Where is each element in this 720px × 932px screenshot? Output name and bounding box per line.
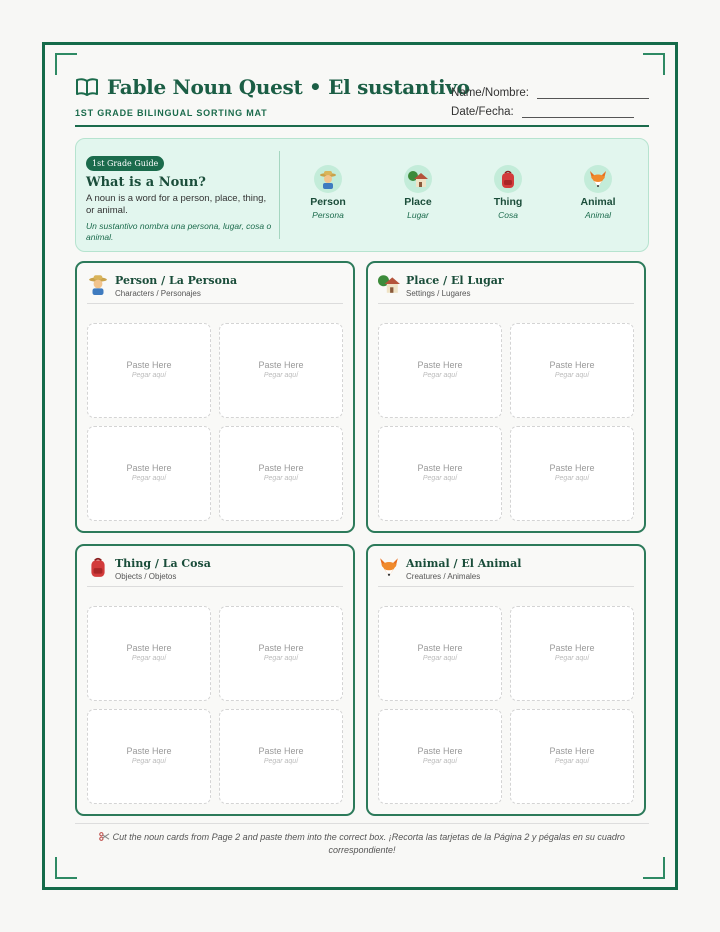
paste-slot[interactable]	[87, 709, 211, 804]
slot-label-es: Pegar aquí	[422, 758, 458, 765]
category-label-es: Lugar	[407, 210, 429, 220]
book-icon	[75, 77, 99, 97]
paste-slot[interactable]	[510, 323, 634, 418]
box-subtitle: Characters / Personajes	[115, 289, 201, 298]
slot-label-en: Paste Here	[258, 360, 304, 370]
slot-label-es: Pegar aquí	[131, 758, 167, 765]
category-animal	[558, 165, 638, 220]
backpack-icon	[494, 165, 522, 193]
slot-label-en: Paste Here	[549, 746, 595, 756]
box-subtitle: Objects / Objetos	[115, 572, 177, 581]
paste-slot[interactable]	[510, 606, 634, 701]
date-field[interactable]	[451, 99, 649, 118]
slot-label-es: Pegar aquí	[263, 372, 299, 379]
guide-divider	[279, 151, 280, 239]
box-subtitle: Settings / Lugares	[406, 289, 471, 298]
footer-instructions	[75, 831, 649, 857]
date-line[interactable]	[522, 106, 634, 118]
paste-slot[interactable]	[510, 426, 634, 521]
slot-label-es: Pegar aquí	[263, 655, 299, 662]
box-header	[378, 554, 634, 587]
slot-label-es: Pegar aquí	[554, 475, 590, 482]
box-title: Person / La Persona	[115, 274, 238, 287]
slot-label-en: Paste Here	[258, 643, 304, 653]
sorting-box-animal	[366, 544, 646, 816]
category-label-en: Animal	[580, 196, 616, 208]
slot-label-en: Paste Here	[417, 360, 463, 370]
slot-label-es: Pegar aquí	[554, 758, 590, 765]
page-frame	[42, 42, 678, 890]
category-place	[378, 165, 458, 220]
name-label: Name/Nombre:	[451, 87, 529, 99]
guide-badge: 1st Grade Guide	[86, 156, 164, 171]
sorting-box-place	[366, 261, 646, 533]
slot-label-en: Paste Here	[126, 360, 172, 370]
box-title: Thing / La Cosa	[115, 557, 211, 570]
slot-label-en: Paste Here	[417, 463, 463, 473]
page-title: Fable Noun Quest • El sustantivo	[107, 75, 470, 99]
corner-decoration	[55, 857, 77, 879]
box-title: Animal / El Animal	[406, 557, 522, 570]
guide-intro	[86, 153, 272, 243]
slot-label-es: Pegar aquí	[131, 475, 167, 482]
paste-slot[interactable]	[219, 606, 343, 701]
header-divider	[75, 125, 649, 127]
category-label-es: Animal	[585, 210, 611, 220]
category-label-es: Cosa	[498, 210, 518, 220]
paste-slot[interactable]	[219, 323, 343, 418]
farmer-icon	[314, 165, 342, 193]
paste-slot[interactable]	[219, 426, 343, 521]
slot-label-en: Paste Here	[126, 643, 172, 653]
paste-slot[interactable]	[378, 709, 502, 804]
slot-label-es: Pegar aquí	[131, 655, 167, 662]
corner-decoration	[643, 857, 665, 879]
footer-text: Cut the noun cards from Page 2 and paste them into the correct box. ¡Recorta las tarjetas de la Página 2 y pégalas en su cuadro correspondiente!	[112, 832, 625, 855]
category-label-en: Person	[310, 196, 346, 208]
date-label: Date/Fecha:	[451, 106, 514, 118]
scissors-icon	[99, 832, 110, 841]
name-line[interactable]	[537, 87, 649, 99]
paste-slot[interactable]	[87, 323, 211, 418]
box-header	[87, 271, 343, 304]
paste-slot[interactable]	[378, 426, 502, 521]
header	[75, 75, 649, 127]
slot-label-en: Paste Here	[549, 360, 595, 370]
slot-label-en: Paste Here	[126, 746, 172, 756]
slot-label-en: Paste Here	[258, 746, 304, 756]
sorting-box-person	[75, 261, 355, 533]
corner-decoration	[55, 53, 77, 75]
guide-text-es: Un sustantivo nombra una persona, lugar, cosa o animal.	[86, 221, 272, 242]
guide-text-en: A noun is a word for a person, place, thing, or animal.	[86, 193, 267, 216]
house-icon	[378, 273, 400, 295]
paste-slot[interactable]	[378, 323, 502, 418]
category-label-en: Place	[404, 196, 432, 208]
slot-label-en: Paste Here	[549, 643, 595, 653]
slot-label-es: Pegar aquí	[131, 372, 167, 379]
slot-label-en: Paste Here	[549, 463, 595, 473]
slot-label-es: Pegar aquí	[554, 655, 590, 662]
guide-title: What is a Noun?	[86, 175, 206, 190]
category-thing	[468, 165, 548, 220]
paste-slot[interactable]	[378, 606, 502, 701]
footer-divider	[75, 823, 649, 824]
box-header	[378, 271, 634, 304]
slot-label-es: Pegar aquí	[263, 475, 299, 482]
slot-label-es: Pegar aquí	[422, 372, 458, 379]
slot-label-en: Paste Here	[126, 463, 172, 473]
slot-label-en: Paste Here	[258, 463, 304, 473]
category-label-en: Thing	[493, 196, 523, 208]
paste-slot[interactable]	[87, 606, 211, 701]
slot-label-es: Pegar aquí	[263, 758, 299, 765]
paste-slot[interactable]	[87, 426, 211, 521]
slot-label-en: Paste Here	[417, 643, 463, 653]
corner-decoration	[643, 53, 665, 75]
category-label-es: Persona	[312, 210, 344, 220]
fox-icon	[378, 556, 400, 578]
page-subtitle: 1ST GRADE BILINGUAL SORTING MAT	[75, 108, 268, 118]
backpack-icon	[87, 556, 109, 578]
box-subtitle: Creatures / Animales	[406, 572, 481, 581]
name-date-fields	[451, 80, 649, 118]
slot-label-en: Paste Here	[417, 746, 463, 756]
farmer-icon	[87, 273, 109, 295]
box-header	[87, 554, 343, 587]
category-person	[288, 165, 368, 220]
box-title: Place / El Lugar	[406, 274, 504, 287]
paste-slot[interactable]	[510, 709, 634, 804]
slot-label-es: Pegar aquí	[422, 655, 458, 662]
guide-panel	[75, 138, 649, 252]
slot-label-es: Pegar aquí	[554, 372, 590, 379]
category-legend	[288, 165, 638, 220]
house-icon	[404, 165, 432, 193]
fox-icon	[584, 165, 612, 193]
sorting-box-thing	[75, 544, 355, 816]
slot-label-es: Pegar aquí	[422, 475, 458, 482]
paste-slot[interactable]	[219, 709, 343, 804]
name-field[interactable]	[451, 80, 649, 99]
